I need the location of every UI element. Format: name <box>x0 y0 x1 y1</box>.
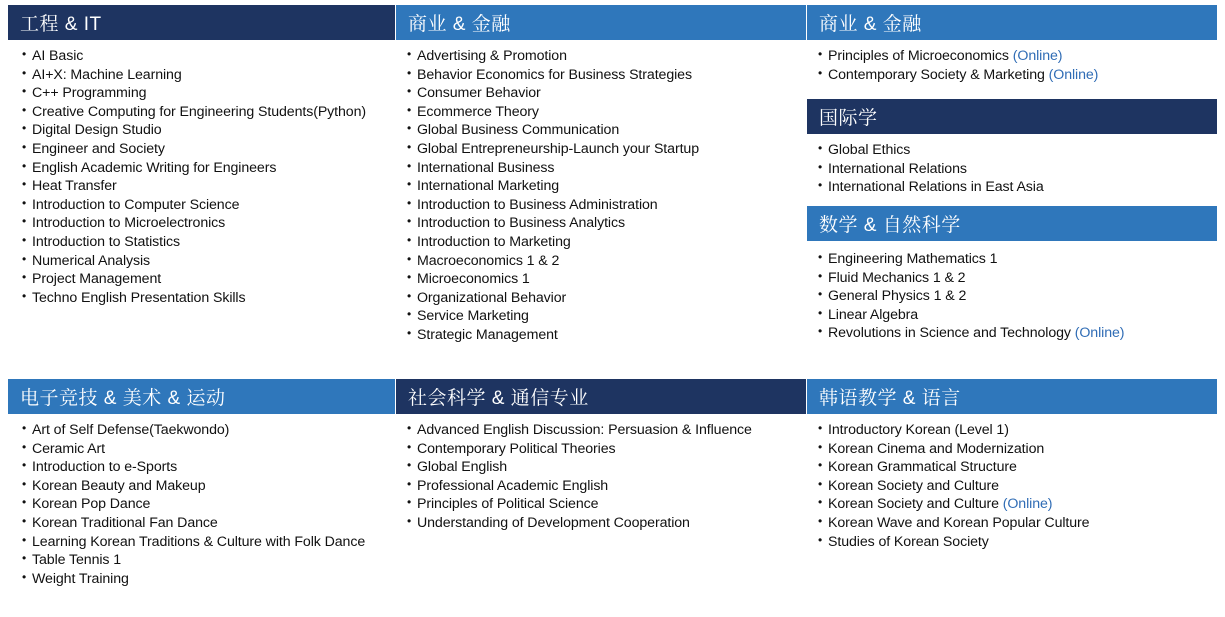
course-name: Creative Computing for Engineering Students(Python) <box>32 103 367 120</box>
course-name: AI Basic <box>32 48 84 64</box>
section-engineering-it <box>8 5 395 307</box>
section-header: 社会科学 & 通信专业 <box>396 379 806 414</box>
online-tag: (Online) <box>1012 48 1063 64</box>
course-name: Korean Grammatical Structure <box>828 459 1017 476</box>
course-name: Global Business Communication <box>417 122 620 139</box>
online-tag: (Online) <box>1074 325 1125 342</box>
course-item <box>407 196 802 215</box>
course-item <box>22 140 382 159</box>
course-name: Korean Cinema and Modernization <box>828 440 1045 457</box>
course-name: International Marketing <box>417 178 560 195</box>
course-item <box>407 66 802 85</box>
course-name: Weight Training <box>32 570 129 587</box>
course-item <box>22 514 367 533</box>
course-name: Microeconomics 1 <box>417 271 530 288</box>
course-item <box>407 214 802 233</box>
course-item <box>407 514 802 533</box>
course-name: Understanding of Development Cooperation <box>417 514 690 531</box>
course-item <box>22 533 367 552</box>
course-item <box>818 324 1213 343</box>
course-name: Service Marketing <box>417 308 529 325</box>
course-item <box>22 159 382 178</box>
course-item <box>22 440 367 459</box>
course-list <box>818 421 1213 551</box>
course-item <box>407 421 802 440</box>
course-item <box>407 47 802 66</box>
course-name: International Relations <box>828 160 967 177</box>
course-item <box>818 306 1213 325</box>
course-name: AI+X: Machine Learning <box>32 66 182 83</box>
section-korean-teaching-language <box>807 379 1217 551</box>
course-name: Engineering Mathematics 1 <box>828 251 998 267</box>
course-list <box>22 421 367 588</box>
course-name: Numerical Analysis <box>32 252 151 269</box>
course-name: Principles of Political Science <box>417 496 599 513</box>
course-item <box>818 250 1213 269</box>
course-item <box>22 121 382 140</box>
section-esports-art-sports <box>8 379 395 588</box>
course-name: Introductory Korean (Level 1) <box>828 422 1009 438</box>
course-item <box>818 477 1213 496</box>
course-item <box>407 458 802 477</box>
course-item <box>22 47 382 66</box>
course-name: Global Ethics <box>828 142 911 158</box>
course-item <box>818 421 1213 440</box>
course-name: Introduction to Business Administration <box>417 196 658 213</box>
course-name: Linear Algebra <box>828 306 919 323</box>
course-item <box>407 252 802 271</box>
course-item <box>22 458 367 477</box>
course-item <box>818 66 1213 85</box>
course-item <box>407 103 802 122</box>
course-name: Introduction to e-Sports <box>32 459 178 476</box>
course-name: Ecommerce Theory <box>417 103 539 120</box>
course-item <box>22 270 382 289</box>
course-item <box>818 514 1213 533</box>
course-name: Art of Self Defense(Taekwondo) <box>32 422 230 438</box>
course-item <box>22 177 382 196</box>
course-name: C++ Programming <box>32 85 147 102</box>
course-list <box>818 141 1213 197</box>
course-item <box>22 66 382 85</box>
course-name: Contemporary Society & Marketing <box>828 66 1045 83</box>
course-item <box>22 233 382 252</box>
course-list <box>407 421 802 533</box>
course-item <box>818 178 1213 197</box>
online-tag: (Online) <box>1002 496 1053 513</box>
course-name: Engineer and Society <box>32 140 165 157</box>
section-header: 韩语教学 & 语言 <box>807 379 1217 414</box>
course-item <box>407 270 802 289</box>
course-name: Contemporary Political Theories <box>417 440 616 457</box>
section-business-finance <box>396 5 806 345</box>
course-name: Introduction to Statistics <box>32 233 181 250</box>
course-item <box>818 160 1213 179</box>
course-name: International Relations in East Asia <box>828 179 1044 196</box>
course-name: Techno English Presentation Skills <box>32 289 246 306</box>
course-name: Korean Society and Culture <box>828 496 999 513</box>
section-math-natural-science <box>807 206 1217 343</box>
course-list <box>407 47 802 345</box>
course-name: English Academic Writing for Engineers <box>32 159 277 176</box>
course-name: Korean Wave and Korean Popular Culture <box>828 514 1090 531</box>
course-name: Korean Traditional Fan Dance <box>32 514 218 531</box>
course-item <box>407 307 802 326</box>
section-header: 商业 & 金融 <box>807 5 1217 40</box>
course-item <box>22 214 382 233</box>
course-item <box>818 495 1213 514</box>
course-item <box>22 103 382 122</box>
course-name: Principles of Microeconomics <box>828 48 1009 64</box>
course-item <box>407 440 802 459</box>
course-item <box>818 47 1213 66</box>
course-item <box>407 326 802 345</box>
course-name: Studies of Korean Society <box>828 533 989 550</box>
course-list <box>22 47 382 307</box>
section-social-science-communication <box>396 379 806 533</box>
section-header: 数学 & 自然科学 <box>807 206 1217 241</box>
course-name: Professional Academic English <box>417 477 609 494</box>
course-name: Global Entrepreneurship-Launch your Startup <box>417 140 699 157</box>
course-item <box>22 252 382 271</box>
course-item <box>22 84 382 103</box>
course-name: Organizational Behavior <box>417 289 567 306</box>
course-item <box>407 477 802 496</box>
course-name: Advanced English Discussion: Persuasion & Influence <box>417 422 752 438</box>
course-name: Strategic Management <box>417 326 558 343</box>
course-item <box>407 140 802 159</box>
course-item <box>22 551 367 570</box>
online-tag: (Online) <box>1048 66 1099 83</box>
course-item <box>407 84 802 103</box>
course-list <box>818 47 1213 84</box>
course-name: Introduction to Computer Science <box>32 196 240 213</box>
course-name: Digital Design Studio <box>32 122 162 139</box>
course-name: International Business <box>417 159 555 176</box>
course-item <box>407 177 802 196</box>
course-name: Introduction to Microelectronics <box>32 215 226 232</box>
course-item <box>407 159 802 178</box>
course-name: Heat Transfer <box>32 178 117 195</box>
course-name: Consumer Behavior <box>417 85 541 102</box>
course-name: Advertising & Promotion <box>417 48 567 64</box>
section-business-finance-online <box>807 5 1217 84</box>
course-item <box>407 289 802 308</box>
course-item <box>22 570 367 589</box>
course-item <box>22 477 367 496</box>
section-header: 商业 & 金融 <box>396 5 806 40</box>
course-name: Fluid Mechanics 1 & 2 <box>828 269 966 286</box>
course-name: Global English <box>417 459 508 476</box>
course-list <box>818 250 1213 343</box>
course-item <box>22 196 382 215</box>
course-item <box>22 495 367 514</box>
course-name: Table Tennis 1 <box>32 552 122 569</box>
course-name: Behavior Economics for Business Strategies <box>417 66 692 83</box>
section-header: 国际学 <box>807 99 1217 134</box>
course-item <box>818 440 1213 459</box>
course-name: Korean Pop Dance <box>32 496 151 513</box>
course-item <box>407 495 802 514</box>
course-name: Macroeconomics 1 & 2 <box>417 252 560 269</box>
course-name: Introduction to Business Analytics <box>417 215 625 232</box>
course-item <box>22 289 382 308</box>
course-item <box>22 421 367 440</box>
section-header: 工程 & IT <box>8 5 395 40</box>
course-name: Korean Beauty and Makeup <box>32 477 206 494</box>
course-item <box>818 269 1213 288</box>
course-name: Korean Society and Culture <box>828 477 999 494</box>
course-item <box>818 458 1213 477</box>
course-item <box>818 533 1213 552</box>
course-item <box>407 121 802 140</box>
course-name: Introduction to Marketing <box>417 233 571 250</box>
course-name: Revolutions in Science and Technology <box>828 325 1071 342</box>
course-name: Learning Korean Traditions & Culture with Folk Dance <box>32 533 366 550</box>
section-header: 电子竞技 & 美术 & 运动 <box>8 379 395 414</box>
course-name: General Physics 1 & 2 <box>828 288 967 305</box>
course-item <box>407 233 802 252</box>
course-name: Project Management <box>32 271 162 288</box>
course-item <box>818 141 1213 160</box>
course-name: Ceramic Art <box>32 440 106 457</box>
section-international-studies <box>807 99 1217 197</box>
course-item <box>818 287 1213 306</box>
